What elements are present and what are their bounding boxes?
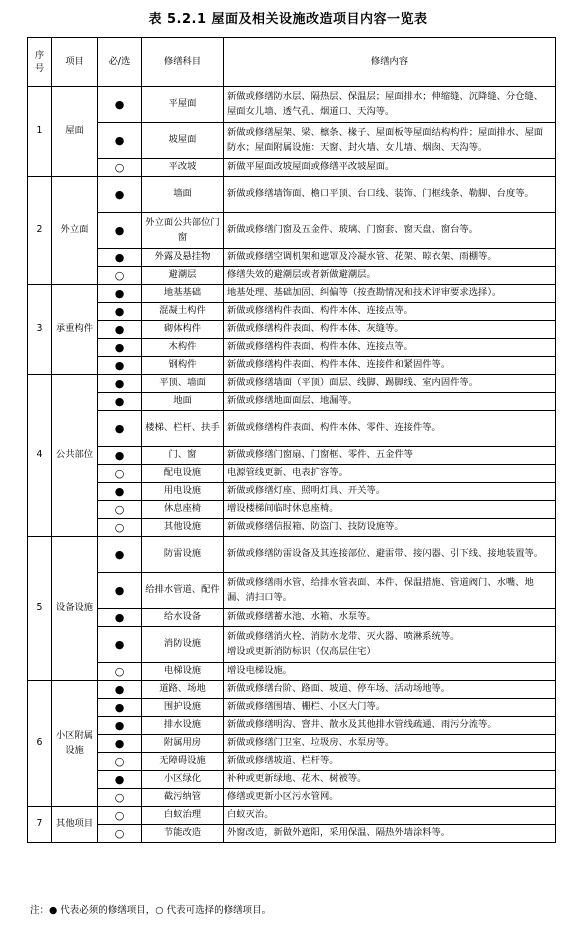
cell-subject: 地基基础 bbox=[142, 285, 224, 303]
cell-required-symbol: ● bbox=[98, 285, 142, 303]
cell-subject: 给排水管道、配件 bbox=[142, 573, 224, 609]
cell-subject: 砌体构件 bbox=[142, 321, 224, 339]
table-row bbox=[28, 87, 556, 123]
cell-required-symbol: ● bbox=[98, 177, 142, 213]
cell-content: 新做或修缮构件表面、构件本体、零件、连接件等。 bbox=[224, 411, 556, 447]
table-row bbox=[28, 573, 556, 609]
cell-no: 3 bbox=[28, 285, 52, 375]
cell-subject: 道路、场地 bbox=[142, 681, 224, 699]
renovation-items-table bbox=[27, 37, 556, 843]
header-content: 修缮内容 bbox=[224, 38, 556, 87]
cell-subject: 小区绿化 bbox=[142, 771, 224, 789]
cell-required-symbol: ● bbox=[98, 303, 142, 321]
table-row bbox=[28, 249, 556, 267]
cell-content: 新做或修缮围墙、栅栏、小区大门等。 bbox=[224, 699, 556, 717]
cell-subject: 避潮层 bbox=[142, 267, 224, 285]
cell-required-symbol: ● bbox=[98, 609, 142, 627]
cell-subject: 地面 bbox=[142, 393, 224, 411]
cell-required-symbol: ● bbox=[98, 393, 142, 411]
cell-subject: 平改坡 bbox=[142, 159, 224, 177]
cell-content: 补种或更新绿地、花木、树被等。 bbox=[224, 771, 556, 789]
cell-content: 地基处理、基础加固、纠偏等（按查勘情况和技术评审要求选择）。 bbox=[224, 285, 556, 303]
cell-required-symbol: ● bbox=[98, 357, 142, 375]
cell-subject: 休息座椅 bbox=[142, 501, 224, 519]
cell-content: 新做或修缮构件表面、构件本体、连接件和紧固件等。 bbox=[224, 357, 556, 375]
cell-content: 修缮或更新小区污水管网。 bbox=[224, 789, 556, 807]
cell-required-symbol: ○ bbox=[98, 519, 142, 537]
cell-required-symbol: ● bbox=[98, 249, 142, 267]
cell-content: 新做或修缮防水层、隔热层、保温层；屋面排水；伸缩缝、沉降缝、分仓缝、屋面女儿墙、透气孔、烟道口、天沟等。 bbox=[224, 87, 556, 123]
table-title: 表 5.2.1 屋面及相关设施改造项目内容一览表 bbox=[148, 12, 428, 27]
cell-no: 5 bbox=[28, 537, 52, 681]
table-row bbox=[28, 303, 556, 321]
header-subject: 修缮科目 bbox=[142, 38, 224, 87]
cell-subject: 其他设施 bbox=[142, 519, 224, 537]
cell-subject: 无障碍设施 bbox=[142, 753, 224, 771]
table-row bbox=[28, 411, 556, 447]
cell-subject: 用电设施 bbox=[142, 483, 224, 501]
cell-required-symbol: ● bbox=[98, 483, 142, 501]
cell-subject: 给水设备 bbox=[142, 609, 224, 627]
cell-content: 新做或修缮信报箱、防盗门、技防设施等。 bbox=[224, 519, 556, 537]
cell-content: 修缮失效的避潮层或者新做避潮层。 bbox=[224, 267, 556, 285]
table-row bbox=[28, 519, 556, 537]
cell-required-symbol: ○ bbox=[98, 663, 142, 681]
cell-content: 新做平屋面改坡屋面或修缮平改坡屋面。 bbox=[224, 159, 556, 177]
cell-item: 小区附属设施 bbox=[52, 681, 98, 807]
cell-content: 新做或修缮坡道、栏杆等。 bbox=[224, 753, 556, 771]
legend-note: 注：● 代表必须的修缮项目，○ 代表可选择的修缮项目。 bbox=[30, 905, 272, 916]
cell-subject: 排水设施 bbox=[142, 717, 224, 735]
cell-subject: 平屋面 bbox=[142, 87, 224, 123]
cell-required-symbol: ○ bbox=[98, 753, 142, 771]
cell-no: 7 bbox=[28, 807, 52, 843]
table-row bbox=[28, 735, 556, 753]
table-row bbox=[28, 483, 556, 501]
cell-subject: 附属用房 bbox=[142, 735, 224, 753]
table-row bbox=[28, 717, 556, 735]
cell-subject: 楼梯、栏杆、扶手 bbox=[142, 411, 224, 447]
table-row bbox=[28, 609, 556, 627]
cell-subject: 平顶、墙面 bbox=[142, 375, 224, 393]
cell-subject: 配电设施 bbox=[142, 465, 224, 483]
cell-required-symbol: ● bbox=[98, 321, 142, 339]
cell-content: 白蚁灭治。 bbox=[224, 807, 556, 825]
table-row bbox=[28, 753, 556, 771]
cell-required-symbol: ● bbox=[98, 717, 142, 735]
table-row bbox=[28, 393, 556, 411]
table-row bbox=[28, 663, 556, 681]
cell-subject: 坡屋面 bbox=[142, 123, 224, 159]
header-no: 序 号 bbox=[28, 38, 52, 87]
cell-required-symbol: ● bbox=[98, 771, 142, 789]
cell-required-symbol: ● bbox=[98, 339, 142, 357]
cell-content: 新做或修缮蓄水池、水箱、水泵等。 bbox=[224, 609, 556, 627]
cell-required-symbol: ● bbox=[98, 627, 142, 663]
table-header-row bbox=[28, 38, 556, 87]
cell-subject: 门、窗 bbox=[142, 447, 224, 465]
cell-item: 承重构件 bbox=[52, 285, 98, 375]
cell-required-symbol: ● bbox=[98, 699, 142, 717]
cell-required-symbol: ● bbox=[98, 87, 142, 123]
cell-content: 新做或修缮门窗及五金件、玻璃、门窗套、窗天盘、窗台等。 bbox=[224, 213, 556, 249]
table-row bbox=[28, 159, 556, 177]
cell-content: 新做或修缮空调机架和遮罩及冷凝水管、花架、晾衣架、雨棚等。 bbox=[224, 249, 556, 267]
cell-content: 新做或修缮灯座、照明灯具、开关等。 bbox=[224, 483, 556, 501]
cell-subject: 截污纳管 bbox=[142, 789, 224, 807]
cell-content: 新做或修缮构件表面、构件本体、连接点等。 bbox=[224, 303, 556, 321]
cell-no: 2 bbox=[28, 177, 52, 285]
header-required: 必/选 bbox=[98, 38, 142, 87]
table-row bbox=[28, 177, 556, 213]
table-row bbox=[28, 339, 556, 357]
cell-item: 设备设施 bbox=[52, 537, 98, 681]
table-row bbox=[28, 321, 556, 339]
cell-content: 新做或修缮消火栓、消防水龙带、灭火器、喷淋系统等。 增设或更新消防标识（仅高层住宅） bbox=[224, 627, 556, 663]
cell-subject: 节能改造 bbox=[142, 825, 224, 843]
table-row bbox=[28, 123, 556, 159]
table-row bbox=[28, 537, 556, 573]
cell-content: 新做或修缮门窗扇、门窗框、零件、五金件等 bbox=[224, 447, 556, 465]
cell-item: 公共部位 bbox=[52, 375, 98, 537]
cell-subject: 外立面公共部位门窗 bbox=[142, 213, 224, 249]
table-row bbox=[28, 807, 556, 825]
cell-required-symbol: ● bbox=[98, 681, 142, 699]
cell-content: 增设电梯设施。 bbox=[224, 663, 556, 681]
cell-subject: 木构件 bbox=[142, 339, 224, 357]
table-row bbox=[28, 771, 556, 789]
table-row bbox=[28, 357, 556, 375]
table-row bbox=[28, 447, 556, 465]
cell-required-symbol: ● bbox=[98, 735, 142, 753]
cell-subject: 围护设施 bbox=[142, 699, 224, 717]
cell-subject: 电梯设施 bbox=[142, 663, 224, 681]
table-row bbox=[28, 825, 556, 843]
table-row bbox=[28, 213, 556, 249]
cell-required-symbol: ● bbox=[98, 123, 142, 159]
cell-required-symbol: ○ bbox=[98, 789, 142, 807]
cell-subject: 钢构件 bbox=[142, 357, 224, 375]
table-row bbox=[28, 501, 556, 519]
cell-content: 新做或修缮门卫室、垃圾房、水泵房等。 bbox=[224, 735, 556, 753]
cell-required-symbol: ○ bbox=[98, 465, 142, 483]
cell-required-symbol: ● bbox=[98, 573, 142, 609]
table-row bbox=[28, 465, 556, 483]
cell-required-symbol: ○ bbox=[98, 825, 142, 843]
cell-required-symbol: ● bbox=[98, 411, 142, 447]
cell-subject: 墙面 bbox=[142, 177, 224, 213]
cell-required-symbol: ○ bbox=[98, 267, 142, 285]
cell-subject: 外露及悬挂物 bbox=[142, 249, 224, 267]
cell-required-symbol: ● bbox=[98, 447, 142, 465]
cell-content: 新做或修缮台阶、路面、坡道、停车场、活动场地等。 bbox=[224, 681, 556, 699]
cell-subject: 防雷设施 bbox=[142, 537, 224, 573]
cell-required-symbol: ○ bbox=[98, 501, 142, 519]
cell-content: 新做或修缮墙饰面、檐口平顶、台口线、装饰、门框线条、勒脚、台度等。 bbox=[224, 177, 556, 213]
table-row bbox=[28, 285, 556, 303]
cell-subject: 白蚁治理 bbox=[142, 807, 224, 825]
cell-item: 其他项目 bbox=[52, 807, 98, 843]
cell-required-symbol: ○ bbox=[98, 159, 142, 177]
cell-no: 4 bbox=[28, 375, 52, 537]
cell-required-symbol: ● bbox=[98, 213, 142, 249]
cell-content: 新做或修缮屋架、梁、檩条、椽子、屋面板等屋面结构构件；屋面排水、屋面防水；屋面附属设施：天窗、封火墙、女儿墙、烟囱、天沟等。 bbox=[224, 123, 556, 159]
table-row bbox=[28, 627, 556, 663]
cell-content: 新做或修缮墙面（平顶）面层、线脚、踢脚线、室内固件等。 bbox=[224, 375, 556, 393]
cell-content: 新做或修缮构件表面、构件本体、灰缝等。 bbox=[224, 321, 556, 339]
cell-content: 外窗改造，新做外遮阳，采用保温、隔热外墙涂料等。 bbox=[224, 825, 556, 843]
table-row bbox=[28, 681, 556, 699]
cell-item: 屋面 bbox=[52, 87, 98, 177]
table-row bbox=[28, 267, 556, 285]
cell-content: 电源管线更新、电表扩容等。 bbox=[224, 465, 556, 483]
cell-no: 1 bbox=[28, 87, 52, 177]
cell-required-symbol: ○ bbox=[98, 807, 142, 825]
header-item: 项目 bbox=[52, 38, 98, 87]
cell-subject: 消防设施 bbox=[142, 627, 224, 663]
cell-content: 新做或修缮地面面层、地漏等。 bbox=[224, 393, 556, 411]
cell-content: 新做或修缮构件表面、构件本体、连接点等。 bbox=[224, 339, 556, 357]
cell-content: 新做或修缮防雷设备及其连接部位、避雷带、接闪器、引下线、接地装置等。 bbox=[224, 537, 556, 573]
cell-content: 增设楼梯间临时休息座椅。 bbox=[224, 501, 556, 519]
table-row bbox=[28, 375, 556, 393]
cell-required-symbol: ● bbox=[98, 375, 142, 393]
cell-no: 6 bbox=[28, 681, 52, 807]
cell-content: 新做或修缮雨水管、给排水管表面、本件、保温措施、管道阀门、水嘴、地漏、清扫口等。 bbox=[224, 573, 556, 609]
table-row bbox=[28, 789, 556, 807]
cell-item: 外立面 bbox=[52, 177, 98, 285]
cell-subject: 混凝土构件 bbox=[142, 303, 224, 321]
table-row bbox=[28, 699, 556, 717]
cell-content: 新做或修缮明沟、窨井、散水及其他排水管线疏通、雨污分流等。 bbox=[224, 717, 556, 735]
cell-required-symbol: ● bbox=[98, 537, 142, 573]
